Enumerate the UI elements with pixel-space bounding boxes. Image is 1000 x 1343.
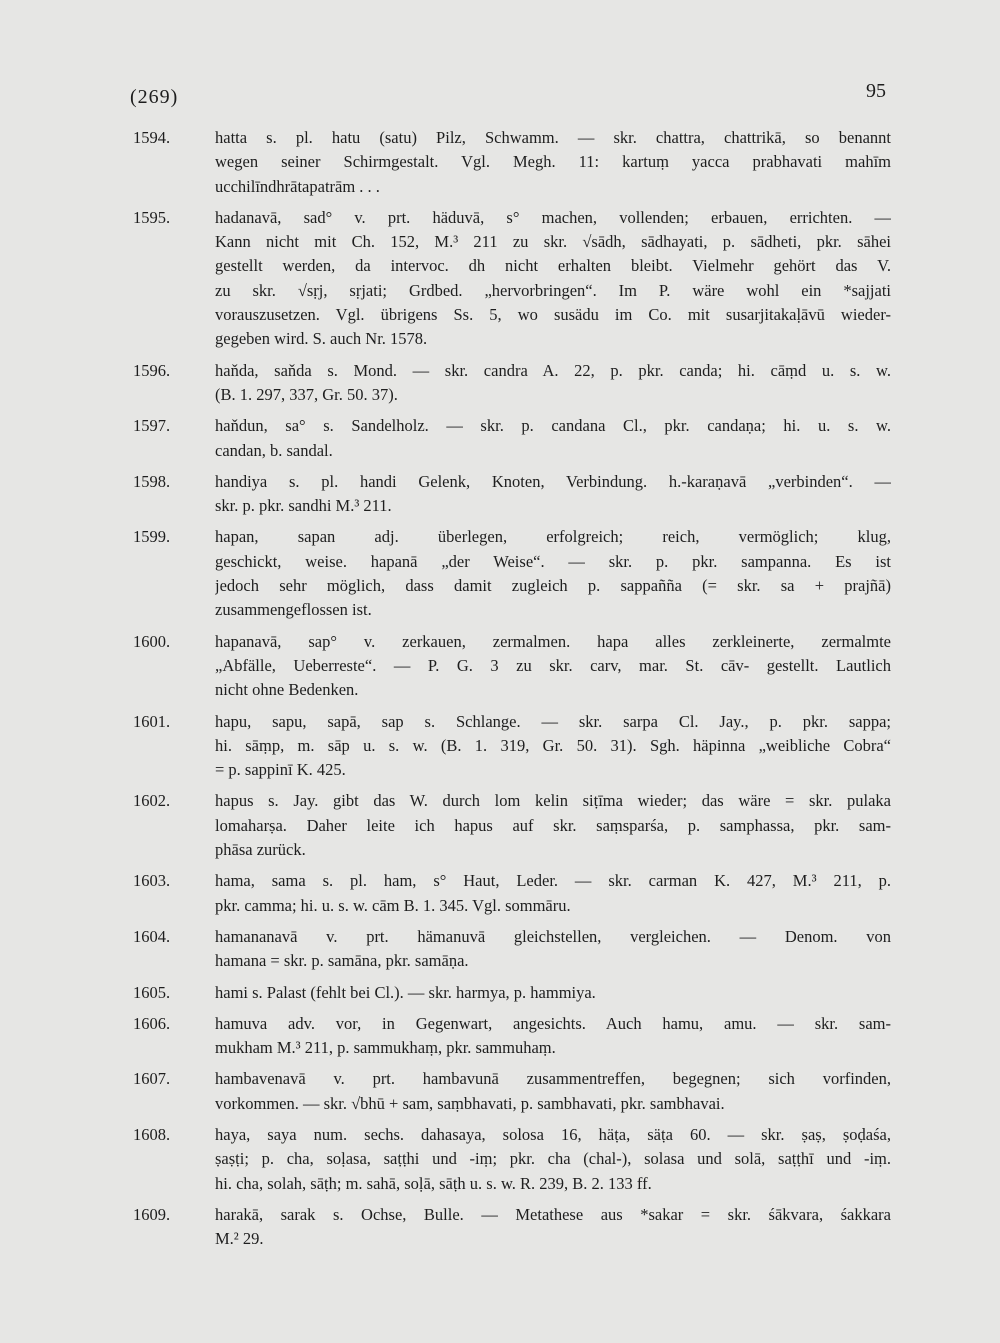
entry-text-line: = p. sappinī K. 425.	[215, 760, 346, 780]
entry-text-line: lomaharṣa. Daher leite ich hapus auf skr. saṃsparśa, p. samphassa, pkr. sam-	[215, 815, 891, 835]
entry-text-line: hadanavā, sad° v. prt. häduvā, s° machen, vollenden; erbauen, errichten. —	[215, 207, 891, 227]
entry-text-line: mukham M.³ 211, p. sammukhaṃ, pkr. sammuhaṃ.	[215, 1038, 556, 1058]
dictionary-entry	[0, 869, 1000, 918]
dictionary-entry	[0, 126, 1000, 199]
entry-text-line: hamananavā v. prt. hämanuvā gleichstellen, vergleichen. — Denom. von	[215, 926, 891, 946]
dictionary-entry	[0, 414, 1000, 463]
entry-text-line: hami s. Palast (fehlt bei Cl.). — skr. harmya, p. hammiya.	[215, 982, 596, 1002]
entry-number: 1594.	[133, 128, 171, 147]
entry-number: 1596.	[133, 360, 171, 380]
entry-text-line: zu skr. √sṛj, sṛjati; Grdbed. „hervorbringen“. Im P. wäre wohl ein *sajjati	[215, 280, 891, 300]
entry-text-line: skr. p. pkr. sandhi M.³ 211.	[215, 496, 392, 516]
dictionary-entry	[0, 630, 1000, 703]
entry-number: 1598.	[133, 471, 171, 491]
entry-number: 1609.	[133, 1204, 171, 1224]
entry-text-line: hapanavā, sap° v. zerkauen, zermalmen. hapa alles zerkleinerte, zermalmte	[215, 631, 891, 651]
entry-text-line: zusammengeflossen ist.	[215, 600, 372, 620]
entry-number: 1601.	[133, 711, 171, 731]
entry-text-line: gestellt werden, da intervoc. dh nicht erhalten bleibt. Vielmehr gehört das V.	[215, 256, 891, 276]
entry-text-line: candan, b. sandal.	[215, 440, 333, 460]
entry-number: 1599.	[133, 527, 171, 547]
entry-text-line: hamuva adv. vor, in Gegenwart, angesichts. Auch hamu, amu. — skr. sam-	[215, 1013, 891, 1033]
entry-text-line: jedoch sehr möglich, dass damit zugleich p. sappañña (= skr. sa + prajñā)	[215, 576, 891, 596]
entry-text-line: hapan, sapan adj. überlegen, erfolgreich; reich, vermöglich; klug,	[215, 527, 891, 547]
entry-text-line: hapu, sapu, sapā, sap s. Schlange. — skr. sarpa Cl. Jay., p. pkr. sappa;	[215, 711, 891, 731]
entry-text-line: Kann nicht mit Ch. 152, M.³ 211 zu skr. √sādh, sādhayati, p. sādheti, pkr. sāhei	[215, 232, 891, 252]
dictionary-entry	[0, 1123, 1000, 1196]
entry-number: 1605.	[133, 982, 171, 1002]
entry-number: 1608.	[133, 1124, 171, 1144]
entry-text-line: hama, sama s. pl. ham, s° Haut, Leder. — skr. carman K. 427, M.³ 211, p.	[215, 871, 891, 891]
entry-number: 1607.	[133, 1069, 171, 1089]
entry-text-line: hambavenavā v. prt. hambavunā zusammentreffen, begegnen; sich vorfinden,	[215, 1069, 891, 1089]
dictionary-entry	[0, 710, 1000, 783]
entry-number: 1602.	[133, 791, 171, 811]
entry-text-line: gegeben wird. S. auch Nr. 1578.	[215, 329, 428, 349]
entry-text-line: M.² 29.	[215, 1229, 264, 1249]
dictionary-entry	[0, 206, 1000, 352]
entry-text-line: (B. 1. 297, 337, Gr. 50. 37).	[215, 384, 398, 404]
dictionary-entry	[0, 1067, 1000, 1116]
dictionary-entry	[0, 525, 1000, 622]
entry-text-line: harakā, sarak s. Ochse, Bulle. — Metathese aus *sakar = skr. śākvara, śakkara	[215, 1204, 891, 1224]
page-reference: (269)	[130, 86, 179, 108]
dictionary-entry	[0, 981, 1000, 1005]
dictionary-entry	[0, 359, 1000, 408]
dictionary-entry	[0, 470, 1000, 519]
entry-text-line: hamana = skr. p. samāna, pkr. samāṇa.	[215, 951, 469, 971]
entry-text-line: ucchilīndhrātapatrām . . .	[215, 176, 380, 196]
entry-text-line: hapus s. Jay. gibt das W. durch lom kelin siṭīma wieder; das wäre = skr. pulaka	[215, 791, 891, 811]
entry-text-line: wegen seiner Schirmgestalt. Vgl. Megh. 11: kartuṃ yacca prabhavati mahīm	[215, 152, 891, 172]
entry-text-line: hi. cha, solah, sāṭh; m. sahā, soḷā, sāṭh u. s. w. R. 239, B. 2. 133 ff.	[215, 1173, 652, 1193]
dictionary-entry	[0, 1203, 1000, 1252]
entry-text-line: haňda, saňda s. Mond. — skr. candra A. 22, p. pkr. canda; hi. cāṃd u. s. w.	[215, 360, 891, 380]
dictionary-entry	[0, 789, 1000, 862]
entry-text-line: phāsa zurück.	[215, 840, 306, 860]
entry-text-line: handiya s. pl. handi Gelenk, Knoten, Verbindung. h.-karaṇavā „verbinden“. —	[215, 471, 891, 491]
page-number: 95	[866, 80, 886, 102]
entry-number: 1604.	[133, 926, 171, 946]
entry-list	[0, 126, 1000, 1258]
entry-number: 1600.	[133, 631, 171, 651]
entry-number: 1597.	[133, 416, 171, 436]
entry-text-line: pkr. camma; hi. u. s. w. cām B. 1. 345. Vgl. sommāru.	[215, 895, 571, 915]
entry-text-line: ṣaṣṭi; p. cha, soḷasa, saṭṭhi und -iṃ; pkr. cha (chal-), solasa und solā, saṭṭhī und -iṃ.	[215, 1149, 891, 1169]
entry-text-line: haya, saya num. sechs. dahasaya, solosa 16, häṭa, säṭa 60. — skr. ṣaṣ, ṣoḍaśa,	[215, 1124, 891, 1144]
entry-text-line: vorauszusetzen. Vgl. übrigens Ss. 5, wo susädu im Co. mit susarjitakaḷāvū wieder-	[215, 305, 891, 325]
entry-text-line: hi. sāṃp, m. sāp u. s. w. (B. 1. 319, Gr. 50. 31). Sgh. häpinna „weibliche Cobra“	[215, 735, 891, 755]
entry-text-line: geschickt, weise. hapanā „der Weise“. — skr. p. pkr. sampanna. Es ist	[215, 551, 891, 571]
entry-text-line: nicht ohne Bedenken.	[215, 680, 359, 700]
entry-number: 1603.	[133, 871, 171, 891]
entry-text-line: haňdun, sa° s. Sandelholz. — skr. p. candana Cl., pkr. candaṇa; hi. u. s. w.	[215, 416, 891, 436]
entry-number: 1595.	[133, 207, 171, 227]
entry-text-line: hatta s. pl. hatu (satu) Pilz, Schwamm. — skr. chattra, chattrikā, so benannt	[215, 128, 891, 147]
dictionary-entry	[0, 1012, 1000, 1061]
entry-number: 1606.	[133, 1013, 171, 1033]
dictionary-entry	[0, 925, 1000, 974]
entry-text-line: vorkommen. — skr. √bhū + sam, saṃbhavati, p. sambhavati, pkr. sambhavai.	[215, 1093, 725, 1113]
entry-text-line: „Abfälle, Ueberreste“. — P. G. 3 zu skr. carv, mar. St. cāv- gestellt. Lautlich	[215, 655, 891, 675]
